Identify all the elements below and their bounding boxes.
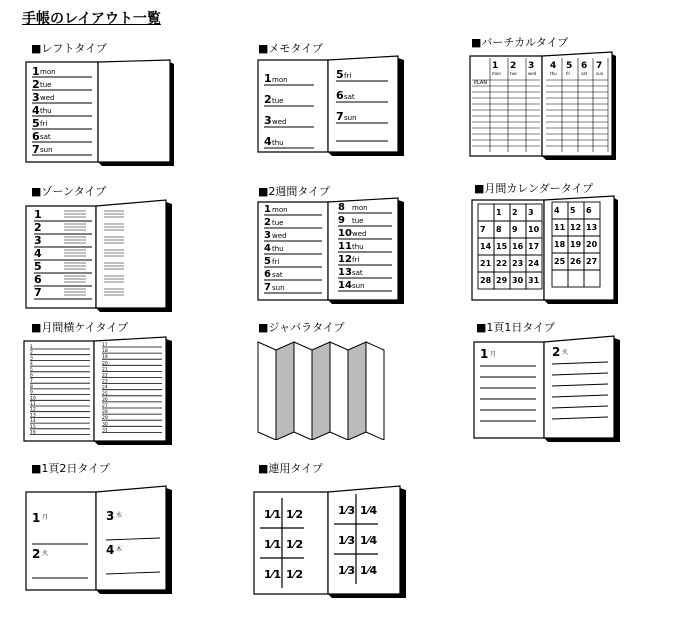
date-number: 10 bbox=[30, 396, 36, 402]
day-name: wed bbox=[272, 232, 287, 240]
day-number: 7 bbox=[336, 110, 344, 123]
calendar-date: 15 bbox=[496, 242, 508, 251]
fraction-label: 1⁄1 bbox=[264, 568, 282, 581]
day-number: 6 bbox=[336, 89, 344, 102]
date-number: 13 bbox=[30, 413, 36, 419]
day-number: 2 bbox=[510, 61, 517, 71]
calendar-date: 10 bbox=[528, 225, 540, 234]
date-number: 2 bbox=[30, 350, 33, 356]
date-number: 17 bbox=[102, 343, 108, 348]
bellows-panel bbox=[294, 342, 312, 440]
day-number: 7 bbox=[264, 282, 271, 293]
day-number: 5 bbox=[264, 256, 271, 267]
day-number: 10 bbox=[338, 228, 352, 239]
calendar-date: 30 bbox=[512, 276, 524, 285]
fraction-label: 1⁄3 bbox=[338, 534, 356, 547]
day-number: 4 bbox=[32, 104, 40, 117]
day-number: 8 bbox=[338, 202, 345, 213]
calendar-date: 19 bbox=[570, 240, 582, 249]
day-name: sat bbox=[581, 71, 588, 76]
day-number: 2 bbox=[264, 217, 271, 228]
day-name: fri bbox=[344, 72, 352, 80]
calendar-date: 29 bbox=[496, 276, 508, 285]
day-name: sun bbox=[272, 284, 285, 292]
day-number: 11 bbox=[338, 241, 352, 252]
date-number: 4 bbox=[30, 362, 33, 368]
day-name: 木 bbox=[116, 546, 123, 553]
twoday-type-illustration bbox=[24, 484, 174, 596]
day-number: 6 bbox=[32, 130, 40, 143]
day-number: 6 bbox=[581, 61, 588, 71]
day-number: 7 bbox=[596, 61, 603, 71]
calendar-date: 14 bbox=[480, 242, 492, 251]
caption-bellows-type: ■ジャバラタイプ bbox=[258, 321, 345, 334]
calendar-date: 5 bbox=[570, 206, 576, 215]
calendar-date: 16 bbox=[512, 242, 524, 251]
calendar-date: 31 bbox=[528, 276, 540, 285]
zone-number: 2 bbox=[34, 221, 42, 234]
caption-memo-type: ■メモタイプ bbox=[258, 42, 323, 55]
day-name: tue bbox=[272, 97, 284, 105]
calendar-date: 7 bbox=[480, 225, 486, 234]
bellows-panel bbox=[330, 342, 348, 440]
calendar-date: 1 bbox=[496, 208, 502, 217]
caption-oneday-type: ■1頁1日タイプ bbox=[476, 321, 555, 334]
caption-calendar-type: ■月間カレンダータイプ bbox=[474, 182, 594, 195]
date-number: 18 bbox=[102, 349, 108, 355]
day-name: mon bbox=[352, 204, 368, 212]
date-number: 9 bbox=[30, 390, 33, 396]
day-number: 1 bbox=[264, 204, 271, 215]
day-name: sat bbox=[40, 133, 51, 141]
day-name: sun bbox=[596, 71, 604, 76]
fraction-label: 1⁄4 bbox=[360, 504, 378, 517]
caption-twoday-type: ■1頁2日タイプ bbox=[31, 462, 110, 475]
fraction-label: 1⁄2 bbox=[286, 538, 304, 551]
day-number: 3 bbox=[528, 61, 535, 71]
left-type-illustration bbox=[24, 58, 174, 170]
date-number: 30 bbox=[102, 422, 108, 428]
date-number: 7 bbox=[30, 379, 33, 385]
day-name: tue bbox=[272, 219, 284, 227]
day-name: wed bbox=[352, 230, 367, 238]
day-number: 3 bbox=[106, 509, 115, 523]
day-number: 9 bbox=[338, 215, 345, 226]
day-number: 7 bbox=[32, 143, 40, 156]
day-name: thu bbox=[550, 71, 557, 76]
day-number: 4 bbox=[106, 543, 115, 557]
calendar-type-illustration bbox=[470, 194, 620, 306]
day-name: sat bbox=[272, 271, 283, 279]
calendar-date: 28 bbox=[480, 276, 492, 285]
day-name: thu bbox=[352, 243, 364, 251]
calendar-date: 17 bbox=[528, 242, 540, 251]
day-name: sat bbox=[344, 93, 355, 101]
day-number: 1 bbox=[492, 61, 499, 71]
day-name: tue bbox=[352, 217, 364, 225]
calendar-date: 12 bbox=[570, 223, 582, 232]
day-number: 1 bbox=[480, 347, 489, 361]
date-number: 25 bbox=[102, 391, 108, 397]
day-name: mon bbox=[492, 71, 501, 76]
page-title: 手帳のレイアウト一覧 bbox=[22, 11, 161, 27]
date-number: 27 bbox=[102, 404, 108, 409]
fraction-label: 1⁄1 bbox=[264, 508, 282, 521]
day-number: 2 bbox=[552, 345, 561, 359]
fraction-label: 1⁄4 bbox=[360, 564, 378, 577]
calendar-date: 22 bbox=[496, 259, 508, 268]
day-number: 1 bbox=[32, 511, 41, 525]
day-name: sun bbox=[352, 282, 365, 290]
date-number: 19 bbox=[102, 355, 108, 361]
monthly-h-type-illustration bbox=[22, 335, 172, 447]
zone-number: 4 bbox=[34, 247, 42, 260]
fraction-label: 1⁄2 bbox=[286, 508, 304, 521]
caption-mixed-type: ■連用タイプ bbox=[258, 462, 323, 475]
bellows-panel bbox=[276, 342, 294, 440]
zone-number: 7 bbox=[34, 286, 42, 299]
day-name: mon bbox=[40, 68, 56, 76]
date-number: 5 bbox=[30, 367, 33, 373]
day-number: 4 bbox=[550, 61, 557, 71]
bellows-type-illustration bbox=[256, 336, 406, 440]
day-number: 14 bbox=[338, 280, 352, 291]
calendar-date: 23 bbox=[512, 259, 524, 268]
day-name: 水 bbox=[116, 512, 123, 519]
day-number: 4 bbox=[264, 243, 271, 254]
calendar-date: 2 bbox=[512, 208, 518, 217]
day-name: fri bbox=[40, 120, 48, 128]
date-number: 28 bbox=[102, 410, 108, 416]
calendar-date: 26 bbox=[570, 257, 582, 266]
fraction-label: 1⁄1 bbox=[264, 538, 282, 551]
day-name: sat bbox=[352, 269, 363, 277]
day-name: tue bbox=[510, 71, 517, 76]
calendar-date: 9 bbox=[512, 225, 518, 234]
date-number: 16 bbox=[30, 430, 36, 436]
date-number: 14 bbox=[30, 419, 36, 425]
mixed-type-illustration bbox=[252, 484, 412, 600]
day-number: 6 bbox=[264, 269, 271, 280]
bellows-panel bbox=[258, 342, 276, 440]
date-number: 12 bbox=[30, 407, 36, 413]
day-number: 12 bbox=[338, 254, 352, 265]
day-name: thu bbox=[40, 107, 52, 115]
zone-number: 6 bbox=[34, 273, 42, 286]
date-number: 3 bbox=[30, 356, 33, 362]
caption-vertical-type: ■バーチカルタイプ bbox=[471, 36, 569, 49]
caption-monthly-h-type: ■月間横ケイタイプ bbox=[31, 321, 129, 334]
fraction-label: 1⁄2 bbox=[286, 568, 304, 581]
vertical-type-illustration bbox=[468, 50, 618, 162]
day-name: mon bbox=[272, 206, 288, 214]
date-number: 21 bbox=[102, 367, 108, 373]
day-name: fri bbox=[566, 71, 571, 76]
day-number: 5 bbox=[336, 68, 344, 81]
date-number: 20 bbox=[102, 361, 108, 367]
day-name: thu bbox=[272, 139, 284, 147]
day-name: tue bbox=[40, 81, 52, 89]
fraction-label: 1⁄3 bbox=[338, 504, 356, 517]
fraction-label: 1⁄4 bbox=[360, 534, 378, 547]
calendar-date: 4 bbox=[554, 206, 560, 215]
day-number: 3 bbox=[32, 91, 40, 104]
zone-number: 3 bbox=[34, 234, 42, 247]
date-number: 29 bbox=[102, 416, 108, 422]
date-number: 6 bbox=[30, 373, 33, 379]
day-number: 4 bbox=[264, 135, 272, 148]
plan-label: PLAN bbox=[474, 80, 488, 86]
day-number: 3 bbox=[264, 230, 271, 241]
calendar-date: 20 bbox=[586, 240, 598, 249]
zone-number: 5 bbox=[34, 260, 42, 273]
caption-twoweek-type: ■2週間タイプ bbox=[258, 185, 330, 198]
date-number: 31 bbox=[102, 428, 108, 434]
day-name: wed bbox=[528, 71, 537, 76]
day-number: 1 bbox=[32, 65, 40, 78]
calendar-date: 8 bbox=[496, 225, 502, 234]
day-name: mon bbox=[272, 76, 288, 84]
day-name: sun bbox=[344, 114, 357, 122]
caption-zone-type: ■ゾーンタイプ bbox=[31, 185, 107, 198]
day-name: wed bbox=[40, 94, 55, 102]
fraction-label: 1⁄3 bbox=[338, 564, 356, 577]
day-name: 火 bbox=[42, 550, 49, 557]
day-number: 5 bbox=[566, 61, 573, 71]
zone-type-illustration bbox=[24, 198, 174, 314]
bellows-panel bbox=[312, 342, 330, 440]
day-name: 火 bbox=[562, 349, 569, 356]
date-number: 24 bbox=[102, 385, 108, 391]
bellows-panel bbox=[366, 342, 384, 440]
calendar-date: 18 bbox=[554, 240, 566, 249]
day-name: fri bbox=[352, 256, 360, 264]
date-number: 11 bbox=[30, 402, 36, 407]
calendar-date: 13 bbox=[586, 223, 598, 232]
memo-type-illustration bbox=[256, 54, 406, 158]
day-name: sun bbox=[40, 146, 53, 154]
date-number: 26 bbox=[102, 397, 108, 403]
day-number: 5 bbox=[32, 117, 40, 130]
day-name: 月 bbox=[490, 351, 497, 358]
calendar-date: 27 bbox=[586, 257, 598, 266]
day-number: 13 bbox=[338, 267, 352, 278]
date-number: 23 bbox=[102, 379, 108, 385]
twoweek-type-illustration bbox=[256, 196, 406, 306]
calendar-date: 3 bbox=[528, 208, 534, 217]
day-name: fri bbox=[272, 258, 280, 266]
date-number: 1 bbox=[30, 345, 33, 350]
calendar-date: 21 bbox=[480, 259, 492, 268]
calendar-date: 6 bbox=[586, 206, 592, 215]
oneday-type-illustration bbox=[472, 334, 622, 442]
day-number: 2 bbox=[32, 547, 41, 561]
day-name: thu bbox=[272, 245, 284, 253]
date-number: 22 bbox=[102, 373, 108, 379]
date-number: 8 bbox=[30, 384, 33, 390]
date-number: 15 bbox=[30, 424, 36, 430]
calendar-date: 24 bbox=[528, 259, 540, 268]
calendar-date: 25 bbox=[554, 257, 566, 266]
day-number: 2 bbox=[264, 93, 272, 106]
day-name: wed bbox=[272, 118, 287, 126]
day-name: 月 bbox=[42, 514, 49, 521]
calendar-date: 11 bbox=[554, 223, 566, 232]
zone-number: 1 bbox=[34, 208, 42, 221]
caption-left-type: ■レフトタイプ bbox=[31, 42, 107, 55]
day-number: 3 bbox=[264, 114, 272, 127]
day-number: 1 bbox=[264, 72, 272, 85]
day-number: 2 bbox=[32, 78, 40, 91]
bellows-panel bbox=[348, 342, 366, 440]
